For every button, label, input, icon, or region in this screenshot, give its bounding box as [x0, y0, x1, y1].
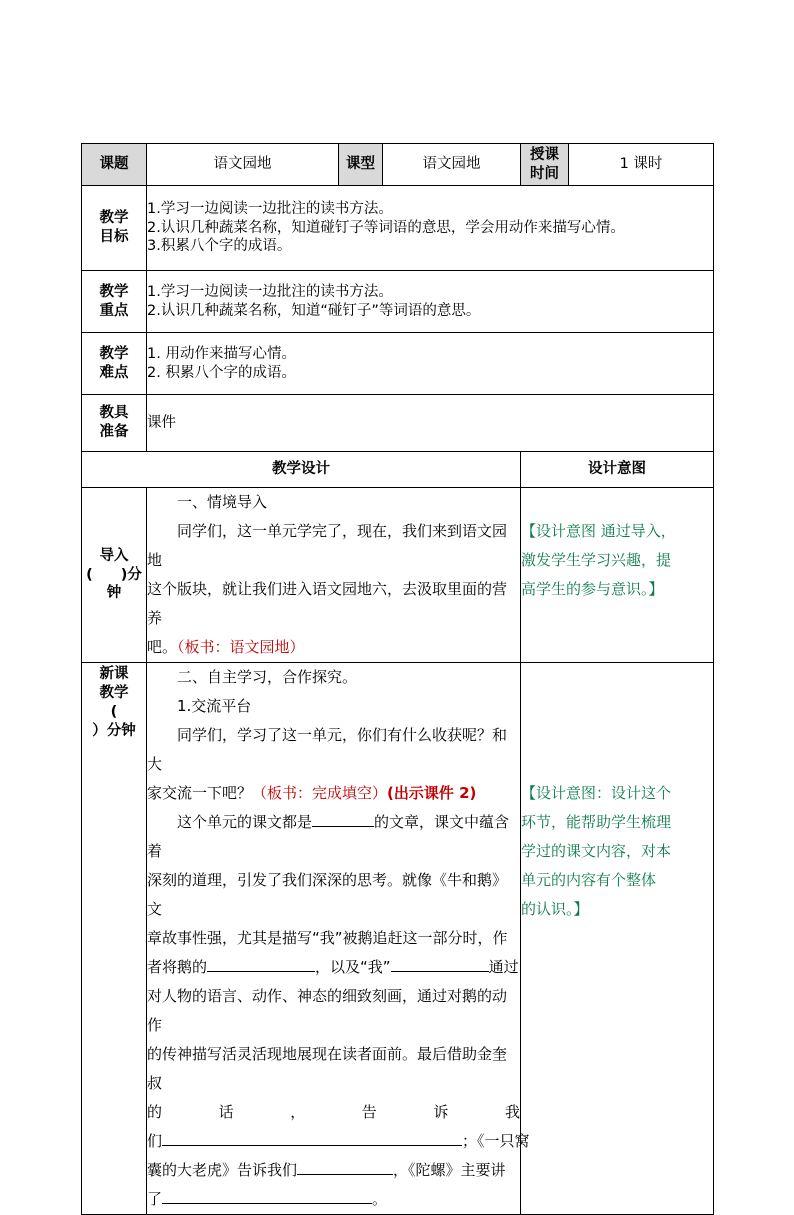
intro-label: [82, 488, 147, 663]
new-lesson-label-line-1: 新课: [99, 666, 129, 682]
new-lesson-intent: [521, 663, 714, 1215]
fill-line-4: 者将鹅的 ，以及“我” 通过: [147, 953, 520, 982]
board-note: （板书：完成填空）: [252, 784, 388, 802]
goals-label: [82, 186, 147, 271]
goal-item-3: 3.积累八个字的成语。: [147, 238, 292, 255]
goals-content: [147, 186, 714, 271]
fill-line-8: 们 ；《一只窝: [147, 1127, 520, 1156]
difficulties-row: [82, 333, 714, 395]
new-lesson-ask-1: 同学们，学习了这一单元，你们有什么收获呢？和大: [147, 726, 508, 773]
key-points-row: [82, 271, 714, 333]
goals-label-line-2: 目标: [99, 229, 129, 245]
key-points-label-line-2: 重点: [99, 302, 129, 319]
time-label-line-1: 授课: [530, 146, 559, 163]
new-lesson-label-line-4: ）分钟: [92, 722, 136, 739]
materials-value: 课件: [147, 395, 714, 452]
blank-1: [312, 810, 374, 827]
time-label: [521, 144, 569, 186]
key-point-item-2: 2.认识几种蔬菜名称，知道“碰钉子”等词语的意思。: [147, 302, 481, 319]
intro-row: [82, 488, 714, 663]
intro-intent-line-1: 【设计意图 通过导入，: [521, 522, 676, 540]
new-lesson-subheading: 1.交流平台: [177, 697, 252, 715]
new-lesson-intent-line-1: 【设计意图：设计这个: [521, 784, 672, 802]
type-label: 课型: [339, 144, 383, 186]
new-lesson-intent-line-2: 环节，能帮助学生梳理: [521, 813, 672, 831]
intro-intent-line-2: 激发学生学习兴趣，提: [521, 551, 672, 569]
materials-label-line-2: 准备: [99, 424, 129, 440]
blank-6: [162, 1187, 372, 1204]
courseware-note: (出示课件 2): [387, 784, 477, 802]
intro-board-note: （板书：语文园地）: [177, 638, 305, 656]
blank-3: [391, 955, 489, 972]
materials-row: [82, 395, 714, 452]
difficulty-item-2: 2. 积累八个字的成语。: [147, 364, 296, 381]
header-row: [82, 144, 714, 186]
key-point-item-1: 1.学习一边阅读一边批注的读书方法。: [147, 283, 393, 300]
fill-line-5: 对人物的语言、动作、神态的细致刻画，通过对鹅的动作: [147, 987, 508, 1034]
fill-line-6: 的传神描写活灵活现地展现在读者面前。最后借助金奎叔: [147, 1045, 508, 1092]
fill-line-7: 的话，告诉我: [147, 1103, 520, 1121]
topic-value: 语文园地: [147, 144, 339, 186]
intro-content: [147, 488, 521, 663]
new-lesson-heading: 二、自主学习，合作探究。: [177, 668, 358, 686]
materials-label-line-1: 教具: [99, 405, 129, 422]
fill-line-10: 了 。: [147, 1185, 520, 1214]
new-lesson-label-line-3: (: [110, 703, 118, 720]
key-points-content: [147, 271, 714, 333]
topic-label: 课题: [82, 144, 147, 186]
difficulty-item-1: 1. 用动作来描写心情。: [147, 345, 296, 362]
intro-label-line-2: ( )分: [86, 566, 142, 583]
design-header-right: 设计意图: [521, 452, 714, 488]
new-lesson-label-line-2: 教学: [99, 684, 129, 701]
new-lesson-content: [147, 663, 530, 1215]
fill-line-1: 这个单元的课文都是 的文章，课文中蕴含着: [147, 808, 520, 866]
goals-label-line-1: 教学: [99, 210, 129, 227]
design-header-row: [82, 452, 714, 488]
intro-para-2: 这个版块，就让我们进入语文园地六，去汲取里面的营养: [147, 580, 508, 627]
key-points-label-line-1: 教学: [99, 283, 129, 300]
intro-heading: 一、情境导入: [177, 493, 268, 511]
lesson-plan-table: [81, 143, 714, 1215]
new-lesson-label: [82, 663, 147, 1215]
intro-label-line-3: 钟: [106, 585, 122, 602]
intro-para-1: 同学们，这一单元学完了，现在，我们来到语文园地: [147, 522, 508, 569]
new-lesson-row: [82, 663, 714, 1215]
fill-line-9: 囊的大老虎》告诉我们 ，《陀螺》主要讲: [147, 1156, 520, 1185]
difficulties-content: [147, 333, 714, 395]
blank-2: [207, 955, 315, 972]
intro-intent-line-3: 高学生的参与意识。】: [521, 580, 664, 598]
intro-label-line-1: 导入: [99, 547, 129, 564]
intro-para-3: 吧。（板书：语文园地）: [147, 638, 305, 656]
intro-intent: [521, 488, 714, 663]
blank-4: [162, 1129, 462, 1146]
goals-row: [82, 186, 714, 271]
new-lesson-intent-line-3: 学过的课文内容，对本: [521, 842, 672, 860]
new-lesson-ask-2: 家交流一下吧？（板书：完成填空）(出示课件 2): [147, 784, 477, 802]
time-label-line-2: 时间: [530, 165, 559, 182]
key-points-label: [82, 271, 147, 333]
time-value: 1 课时: [569, 144, 714, 186]
difficulties-label-line-2: 难点: [99, 364, 129, 381]
goal-item-1: 1.学习一边阅读一边批注的读书方法。: [147, 200, 393, 217]
materials-label: [82, 395, 147, 452]
goal-item-2: 2.认识几种蔬菜名称，知道碰钉子等词语的意思，学会用动作来描写心情。: [147, 219, 625, 236]
fill-line-3: 章故事性强，尤其是描写“我”被鹅追赶这一部分时，作: [147, 929, 508, 947]
blank-5: [297, 1158, 393, 1175]
difficulties-label-line-1: 教学: [99, 345, 129, 362]
design-header-left: 教学设计: [82, 452, 521, 488]
type-value: 语文园地: [383, 144, 521, 186]
fill-line-2: 深刻的道理，引发了我们深深的思考。就像《牛和鹅》文: [147, 871, 508, 918]
new-lesson-intent-line-4: 单元的内容有个整体: [521, 871, 657, 889]
new-lesson-intent-line-5: 的认识。】: [521, 900, 589, 918]
difficulties-label: [82, 333, 147, 395]
